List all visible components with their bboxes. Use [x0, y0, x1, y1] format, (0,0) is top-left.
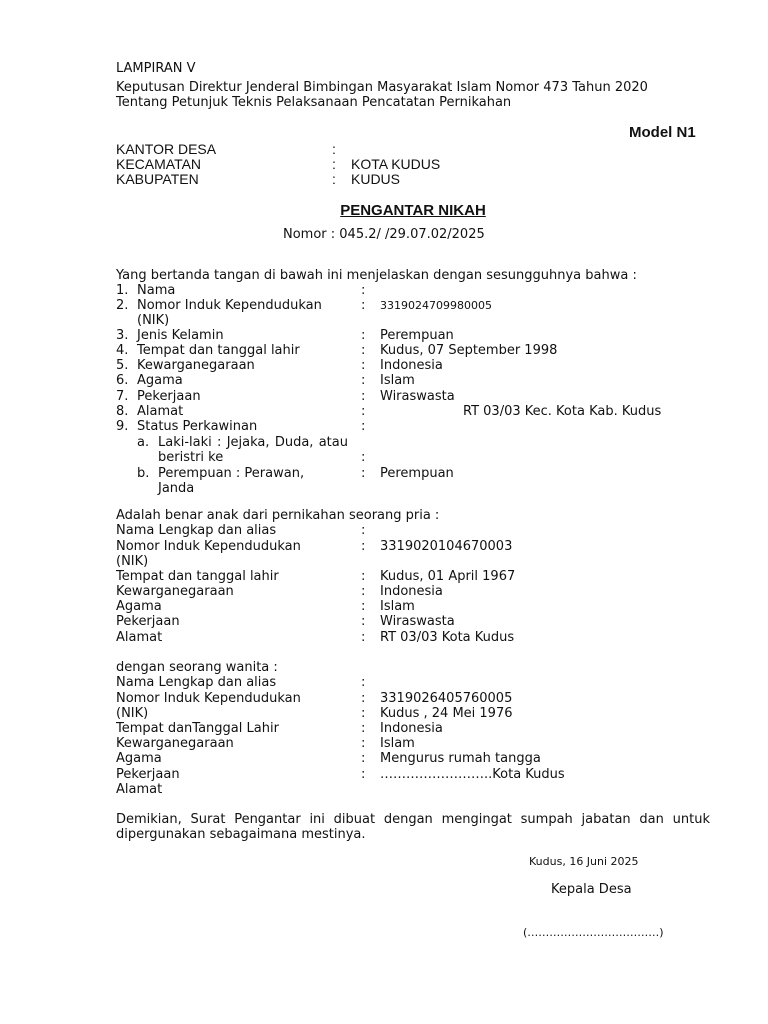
item-value-birth: Kudus, 07 September 1998: [380, 343, 558, 358]
mother-label-birth: Tempat danTanggal Lahir: [116, 721, 279, 736]
mother-label-nik: Nomor Induk Kependudukan: [116, 691, 301, 706]
father-label-citizenship: Kewarganegaraan: [116, 584, 234, 599]
model-label: Model N1: [629, 124, 696, 141]
colon: :: [361, 283, 366, 298]
colon: :: [361, 614, 366, 629]
colon: :: [361, 466, 366, 481]
item-label-marital-status: Status Perkawinan: [137, 419, 258, 434]
colon: :: [361, 343, 366, 358]
colon: :: [361, 736, 366, 751]
colon: :: [361, 404, 366, 419]
colon: :: [361, 569, 366, 584]
intro-statement: Yang bertanda tangan di bawah ini menjelaskan dengan sesungguhnya bahwa :: [116, 268, 637, 283]
item-label-citizenship: Kewarganegaraan: [137, 358, 255, 373]
colon: :: [361, 630, 366, 645]
father-label-nik: Nomor Induk Kependudukan (NIK): [116, 539, 301, 569]
item-label-nik: Nomor Induk Kependudukan (NIK): [137, 298, 322, 328]
mother-label-occupation: Pekerjaan: [116, 767, 180, 782]
item-value-address: RT 03/03 Kec. Kota Kab. Kudus: [463, 404, 662, 419]
letter-number: Nomor : 045.2/ /29.07.02/2025: [283, 227, 485, 242]
colon: :: [361, 706, 366, 721]
mother-label-religion: Agama: [116, 751, 162, 766]
decree-line-1: Keputusan Direktur Jenderal Bimbingan Masyarakat Islam Nomor 473 Tahun 2020: [116, 80, 648, 95]
mother-label-nik-abbr: (NIK): [116, 706, 149, 721]
kabupaten-label: KABUPATEN: [116, 171, 199, 187]
father-value-occupation: Wiraswasta: [380, 614, 455, 629]
document-title: PENGANTAR NIKAH: [340, 202, 486, 219]
colon: :: [361, 419, 366, 434]
kecamatan-label: KECAMATAN: [116, 156, 202, 172]
father-value-address: RT 03/03 Kota Kudus: [380, 630, 515, 645]
colon: :: [361, 675, 366, 690]
item-label-gender: Jenis Kelamin: [137, 328, 224, 343]
status-option-letter: a.: [137, 435, 150, 450]
mother-value-address: ……………………..Kota Kudus: [380, 767, 565, 782]
item-label-nama: Nama: [137, 283, 176, 298]
father-value-religion: Islam: [380, 599, 415, 614]
father-value-citizenship: Indonesia: [380, 584, 443, 599]
item-number: 9.: [116, 419, 129, 434]
mother-value-birth: Kudus , 24 Mei 1976: [380, 706, 513, 721]
colon: :: [361, 373, 366, 388]
father-label-religion: Agama: [116, 599, 162, 614]
colon: :: [332, 171, 336, 187]
item-number: 8.: [116, 404, 129, 419]
lampiran-label: LAMPIRAN V: [116, 61, 196, 76]
kantor-desa-label: KANTOR DESA: [116, 141, 217, 157]
signature-position: Kepala Desa: [551, 882, 632, 897]
colon: :: [361, 298, 366, 313]
father-label-occupation: Pekerjaan: [116, 614, 180, 629]
mother-intro: dengan seorang wanita :: [116, 660, 278, 675]
colon: :: [361, 767, 366, 782]
item-label-occupation: Pekerjaan: [137, 389, 201, 404]
decree-line-2: Tentang Petunjuk Teknis Pelaksanaan Pencatatan Pernikahan: [116, 95, 512, 110]
item-value-citizenship: Indonesia: [380, 358, 443, 373]
item-value-nik: 3319024709980005: [380, 299, 492, 312]
status-option-female: Perempuan : Perawan, Janda: [158, 466, 305, 496]
kecamatan-value: KOTA KUDUS: [351, 156, 441, 172]
status-value-female: Perempuan: [380, 466, 454, 481]
item-value-occupation: Wiraswasta: [380, 389, 455, 404]
colon: :: [361, 691, 366, 706]
closing-statement: Demikian, Surat Pengantar ini dibuat dengan mengingat sumpah jabatan dan untuk dipergunakan sebagaimana mestinya.: [116, 812, 710, 842]
mother-label-name: Nama Lengkap dan alias: [116, 675, 277, 690]
mother-label-citizenship: Kewarganegaraan: [116, 736, 234, 751]
item-number: 1.: [116, 283, 129, 298]
status-option-male: Laki-laki : Jejaka, Duda, atau beristri ke: [158, 435, 348, 465]
mother-value-citizenship: Indonesia: [380, 721, 443, 736]
signature-place-date: Kudus, 16 Juni 2025: [529, 855, 639, 868]
father-label-name: Nama Lengkap dan alias: [116, 523, 277, 538]
father-label-address: Alamat: [116, 630, 163, 645]
signature-name-line: (………………………………): [523, 926, 664, 939]
colon: :: [332, 156, 336, 172]
father-value-nik: 3319020104670003: [380, 539, 513, 554]
mother-label-address: Alamat: [116, 782, 163, 797]
item-number: 5.: [116, 358, 129, 373]
colon: :: [361, 450, 366, 465]
colon: :: [361, 599, 366, 614]
father-intro: Adalah benar anak dari pernikahan seorang pria :: [116, 508, 440, 523]
item-value-religion: Islam: [380, 373, 415, 388]
colon: :: [332, 141, 336, 157]
colon: :: [361, 358, 366, 373]
item-number: 2.: [116, 298, 129, 313]
mother-value-occupation: Mengurus rumah tangga: [380, 751, 541, 766]
status-option-letter: b.: [137, 466, 150, 481]
colon: :: [361, 721, 366, 736]
item-label-address: Alamat: [137, 404, 184, 419]
item-value-gender: Perempuan: [380, 328, 454, 343]
item-label-religion: Agama: [137, 373, 183, 388]
item-number: 4.: [116, 343, 129, 358]
father-value-birth: Kudus, 01 April 1967: [380, 569, 516, 584]
item-number: 7.: [116, 389, 129, 404]
father-label-birth: Tempat dan tanggal lahir: [116, 569, 279, 584]
kabupaten-value: KUDUS: [351, 171, 401, 187]
mother-value-nik: 3319026405760005: [380, 691, 513, 706]
item-number: 6.: [116, 373, 129, 388]
mother-value-religion: Islam: [380, 736, 415, 751]
colon: :: [361, 584, 366, 599]
colon: :: [361, 523, 366, 538]
colon: :: [361, 328, 366, 343]
item-label-birth: Tempat dan tanggal lahir: [137, 343, 300, 358]
colon: :: [361, 751, 366, 766]
item-number: 3.: [116, 328, 129, 343]
colon: :: [361, 389, 366, 404]
colon: :: [361, 539, 366, 554]
